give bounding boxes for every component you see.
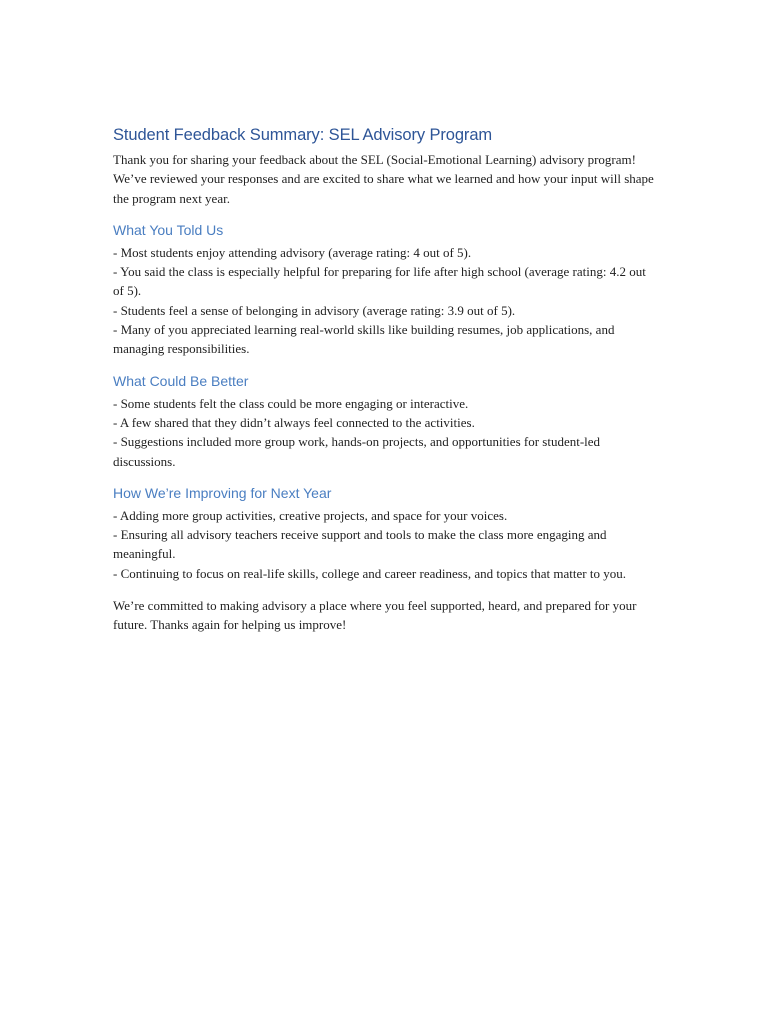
section-how-we-are-improving [113,483,658,583]
bullet-item: - You said the class is especially helpful for preparing for life after high school (average rating: 4.2 out of 5). [113,264,646,299]
bullet-item: - A few shared that they didn’t always feel connected to the activities. [113,414,475,430]
bullet-list [113,243,658,359]
bullet-item: - Continuing to focus on real-life skills, college and career readiness, and topics that matter to you. [113,565,626,581]
section-heading: What Could Be Better [113,372,249,389]
intro-paragraph: Thank you for sharing your feedback about the SEL (Social-Emotional Learning) advisory program! We’ve reviewed your responses and are excited to share what we learned and how your input will shape the program next year. [113,152,654,206]
bullet-item: - Students feel a sense of belonging in advisory (average rating: 3.9 out of 5). [113,302,516,318]
bullet-item: - Most students enjoy attending advisory (average rating: 4 out of 5). [113,244,472,260]
section-heading: What You Told Us [113,221,224,238]
section-what-could-be-better [113,371,658,471]
bullet-list [113,506,658,583]
document-page [113,124,658,635]
bullet-item: - Some students felt the class could be more engaging or interactive. [113,395,469,411]
bullet-list [113,394,658,471]
section-what-you-told-us [113,220,658,359]
bullet-item: - Many of you appreciated learning real-world skills like building resumes, job applications, and managing responsibilities. [113,322,615,357]
document-title: Student Feedback Summary: SEL Advisory Program [113,126,493,144]
bullet-item: - Adding more group activities, creative projects, and space for your voices. [113,507,508,523]
bullet-item: - Suggestions included more group work, hands-on projects, and opportunities for student-led discussions. [113,434,601,469]
bullet-item: - Ensuring all advisory teachers receive support and tools to make the class more engaging and meaningful. [113,527,607,562]
section-heading: How We’re Improving for Next Year [113,484,332,501]
closing-paragraph: We’re committed to making advisory a place where you feel supported, heard, and prepared for your future. Thanks again for helping us improve! [113,598,637,633]
